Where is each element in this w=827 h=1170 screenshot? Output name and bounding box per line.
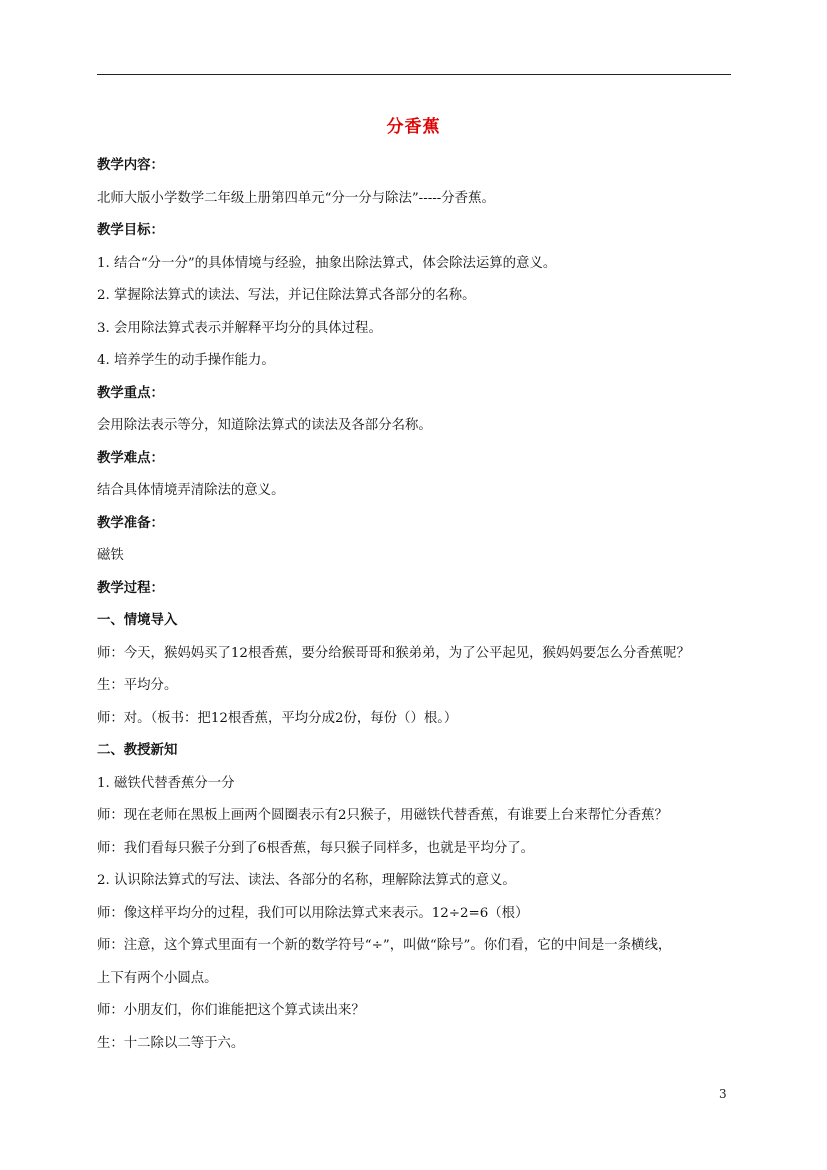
section-heading: 教学内容：: [97, 158, 164, 173]
header-rule: [97, 74, 731, 75]
body-line: 生：十二除以二等于六。: [97, 1035, 245, 1051]
body-line: 1. 结合“分一分”的具体情境与经验，抽象出除法算式，体会除法运算的意义。: [97, 255, 557, 271]
page-number: 3: [719, 1087, 727, 1101]
document-title: 分香蕉: [386, 117, 441, 137]
section-heading: 教学过程：: [97, 580, 164, 596]
body-line: 1. 磁铁代替香蕉分一分: [97, 775, 235, 791]
section-heading: 二、教授新知: [97, 743, 178, 758]
body-line: 4. 培养学生的动手操作能力。: [97, 353, 275, 368]
body-line: 师：对。（板书：把12根香蕉，平均分成2份，每份（）根。）: [97, 710, 458, 726]
section-heading: 教学准备：: [97, 515, 164, 531]
body-line: 师：小朋友们，你们谁能把这个算式读出来？: [97, 1003, 365, 1018]
body-line: 师：注意，这个算式里面有一个新的数学符号“÷”，叫做“除号”。你们看，它的中间是一条横线，: [97, 938, 672, 953]
body-line: 2. 认识除法算式的写法、读法、各部分的名称，理解除法算式的意义。: [97, 873, 516, 888]
body-line: 会用除法表示等分，知道除法算式的读法及各部分名称。: [97, 418, 432, 433]
body-line: 3. 会用除法算式表示并解释平均分的具体过程。: [97, 320, 382, 336]
body-line: 结合具体情境弄清除法的意义。: [97, 483, 285, 498]
section-heading: 教学难点：: [97, 450, 164, 466]
section-heading: 教学目标：: [97, 223, 164, 238]
section-heading: 一、情境导入: [97, 613, 178, 628]
body-line: 磁铁: [97, 548, 124, 563]
body-line: 生：平均分。: [97, 678, 178, 693]
body-line: 师：今天，猴妈妈买了12根香蕉，要分给猴哥哥和猴弟弟，为了公平起见，猴妈妈要怎么分香蕉呢？: [97, 645, 690, 661]
document-body: [97, 150, 733, 1060]
body-line: 2. 掌握除法算式的读法、写法，并记住除法算式各部分的名称。: [97, 288, 476, 303]
body-line: 北师大版小学数学二年级上册第四单元“分一分与除法”-----分香蕉。: [97, 190, 495, 206]
body-line: 师：现在老师在黑板上画两个圆圈表示有2只猴子，用磁铁代替香蕉，有谁要上台来帮忙分香蕉？: [97, 808, 668, 823]
section-heading: 教学重点：: [97, 385, 164, 401]
body-line: 师：我们看每只猴子分到了6根香蕉，每只猴子同样多，也就是平均分了。: [97, 840, 535, 856]
body-line: 师：像这样平均分的过程，我们可以用除法算式来表示。12÷2=6（根）: [97, 905, 529, 921]
body-line: 上下有两个小圆点。: [97, 970, 218, 986]
